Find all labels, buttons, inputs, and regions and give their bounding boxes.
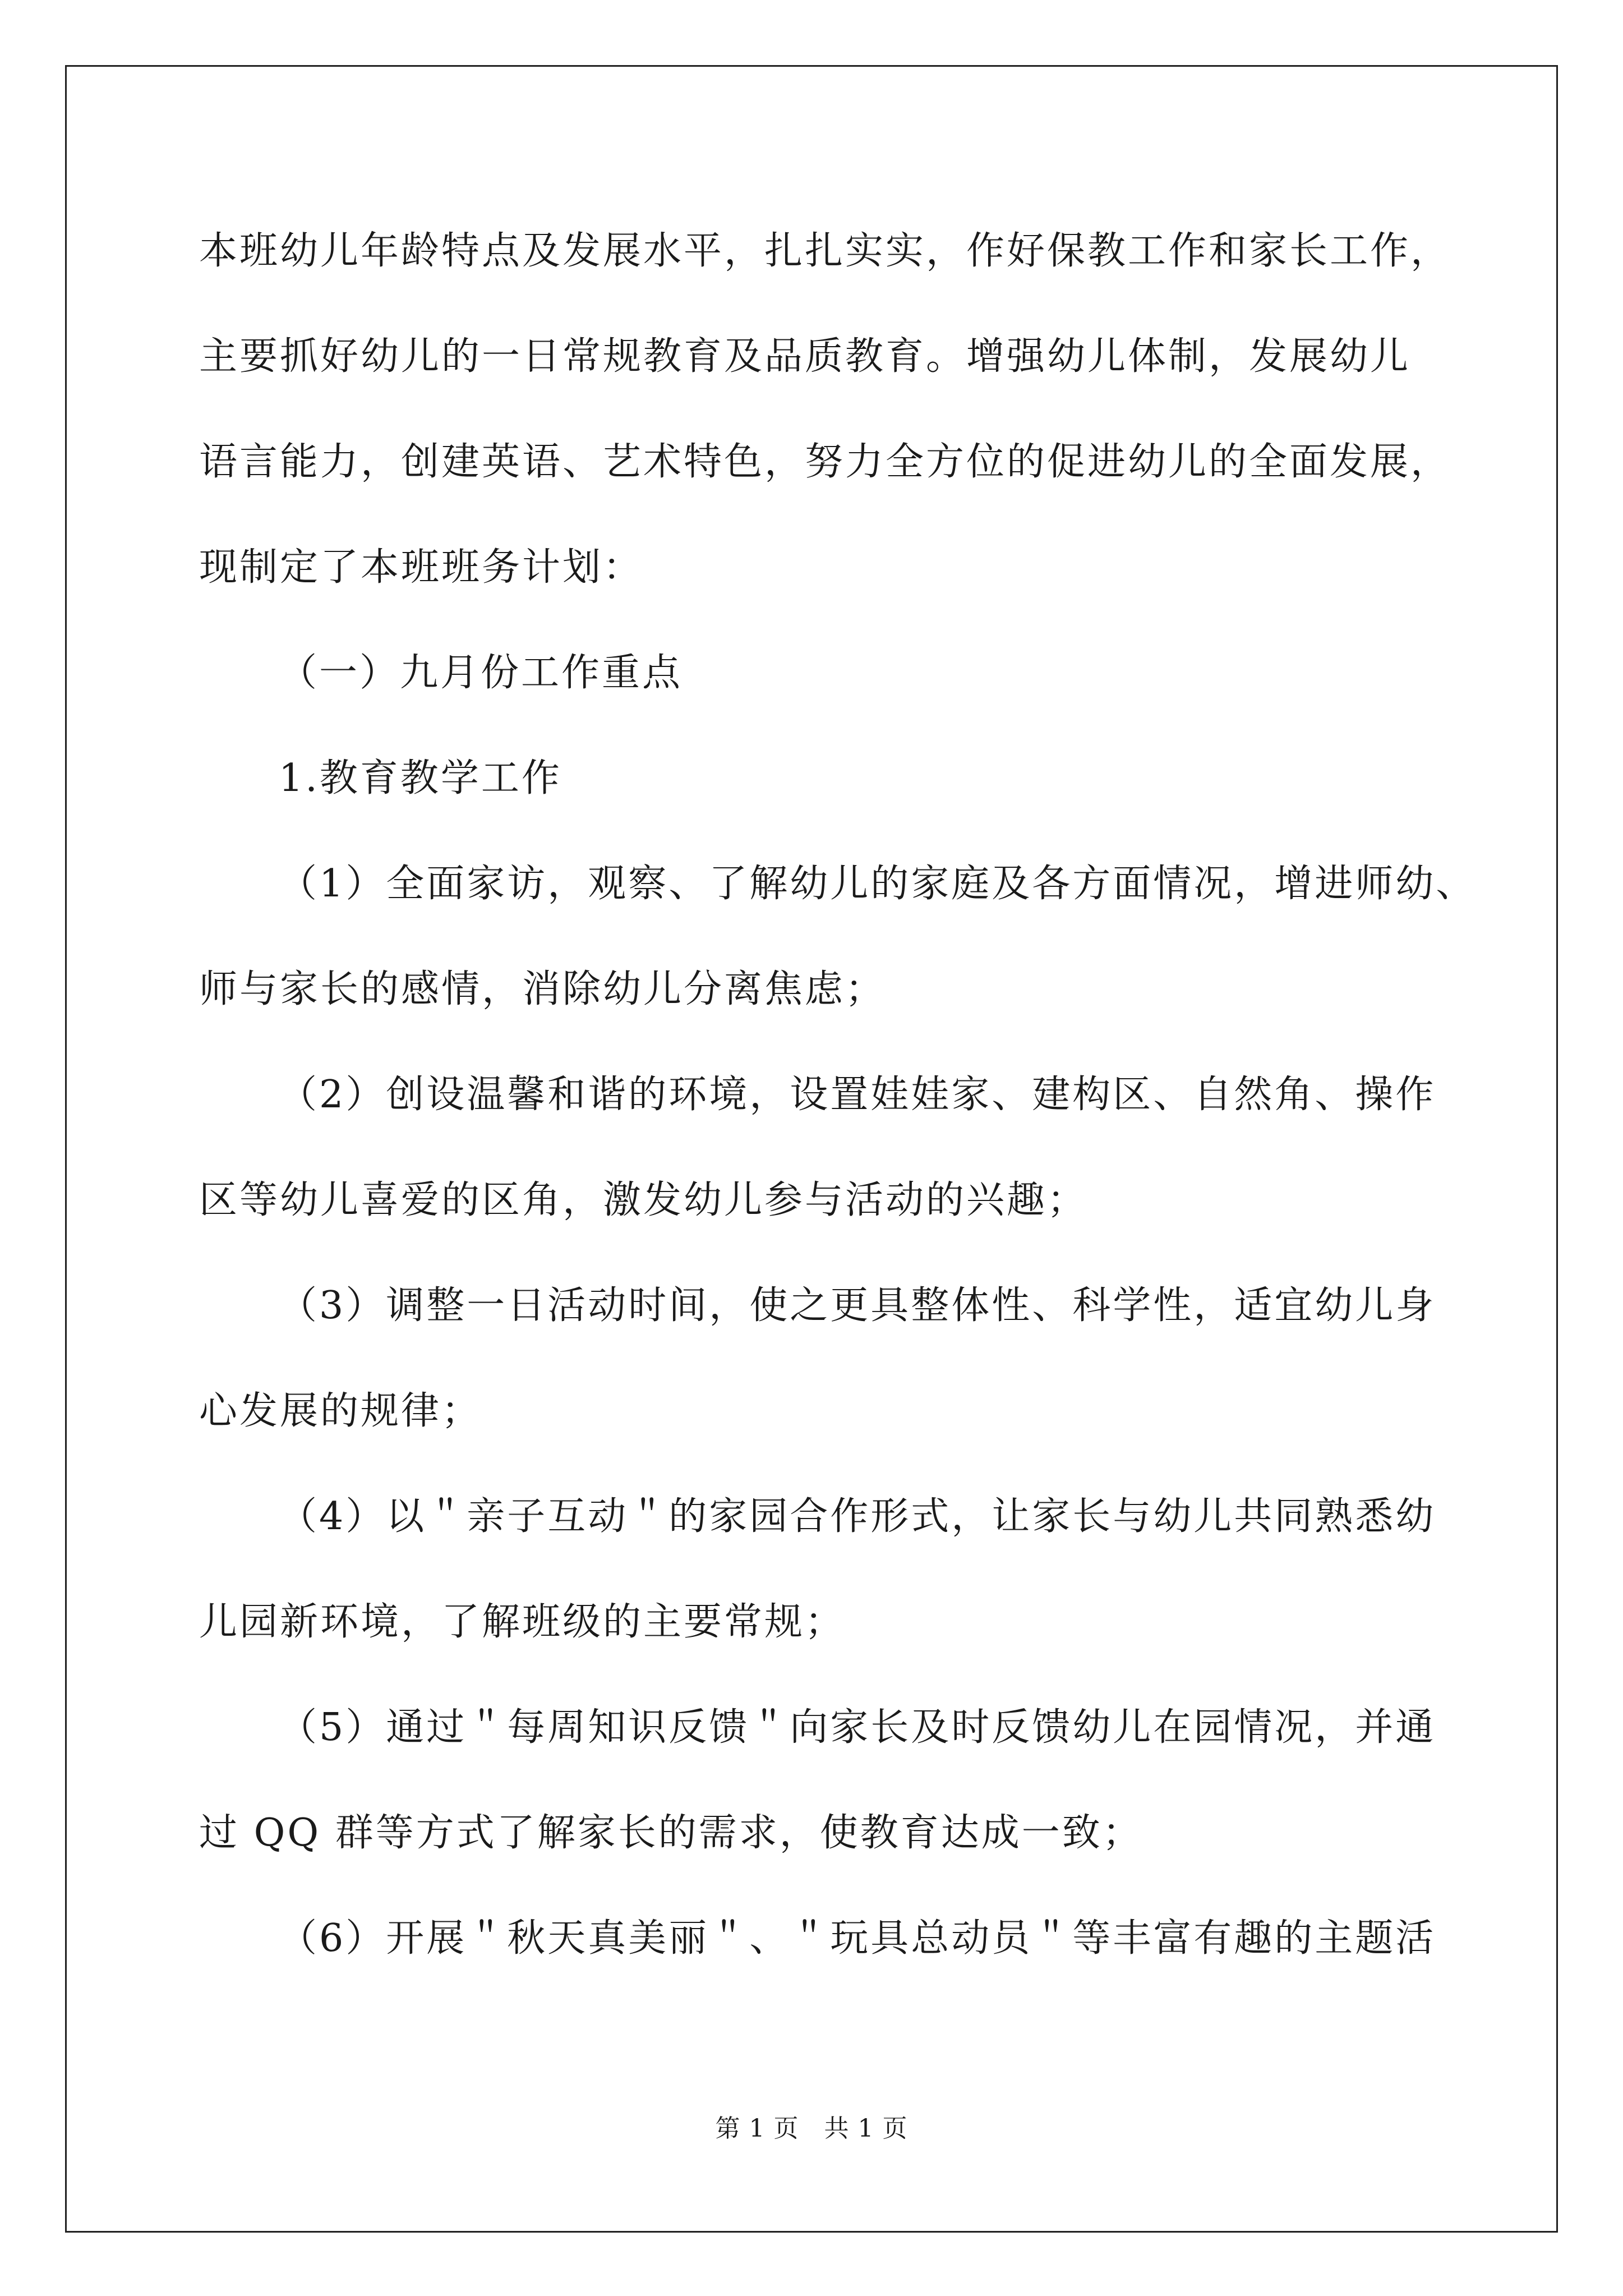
list-item-5-cont: 过 QQ 群等方式了解家长的需求，使教育达成一致； [199, 1811, 1143, 1855]
subsection-heading: 1.教育教学工作 [279, 756, 562, 800]
page-footer: 第 1 页 共 1 页 [715, 2114, 908, 2143]
list-item-3-cont: 心发展的规律； [199, 1389, 482, 1433]
list-item-4-cont: 儿园新环境，了解班级的主要常规； [199, 1600, 846, 1644]
paragraph-line: 现制定了本班班务计划： [199, 545, 644, 590]
list-item-3: （3）调整一日活动时间，使之更具整体性、科学性，适宜幼儿身 [279, 1283, 1436, 1328]
paragraph-line: 本班幼儿年龄特点及发展水平，扎扎实实，作好保教工作和家长工作， [199, 229, 1451, 273]
list-item-4: （4）以＂亲子互动＂的家园合作形式，让家长与幼儿共同熟悉幼 [279, 1494, 1436, 1539]
section-heading: （一）九月份工作重点 [279, 651, 683, 695]
document-body [199, 218, 1477, 2010]
paragraph-line: 语言能力，创建英语、艺术特色，努力全方位的促进幼儿的全面发展， [199, 440, 1451, 484]
list-item-2: （2）创设温馨和谐的环境，设置娃娃家、建构区、自然角、操作 [279, 1073, 1436, 1117]
list-item-6: （6）开展＂秋天真美丽＂、＂玩具总动员＂等丰富有趣的主题活 [279, 1916, 1436, 1961]
list-item-5: （5）通过＂每周知识反馈＂向家长及时反馈幼儿在园情况，并通 [279, 1705, 1436, 1750]
list-item-2-cont: 区等幼儿喜爱的区角，激发幼儿参与活动的兴趣； [199, 1178, 1088, 1222]
paragraph-line: 主要抓好幼儿的一日常规教育及品质教育。增强幼儿体制，发展幼儿 [199, 334, 1411, 379]
list-item-1-cont: 师与家长的感情，消除幼儿分离焦虑； [199, 967, 886, 1011]
list-item-1: （1）全面家访，观察、了解幼儿的家庭及各方面情况，增进师幼、 [279, 862, 1477, 906]
